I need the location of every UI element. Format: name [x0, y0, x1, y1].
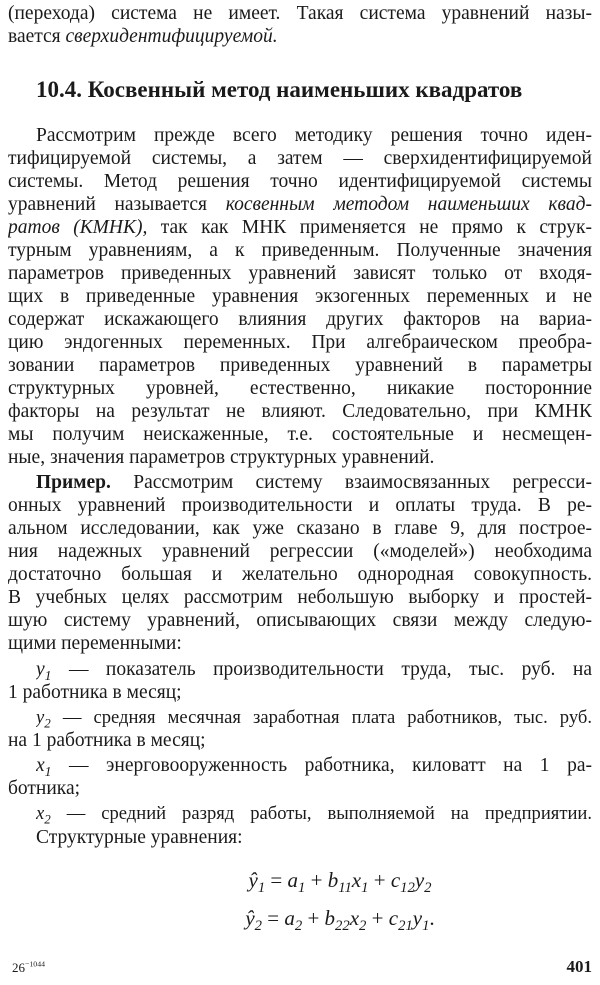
text-line: Пример. Рассмотрим систему взаимосвязанных регресси-	[36, 472, 592, 493]
text-line: В учебных целях рассмотрим небольшую выборку и простей-	[8, 587, 592, 608]
variable-y2: $y_2$ — средняя месячная заработная плата работников, тыс. руб.	[36, 707, 592, 729]
section-heading: 10.4. Косвенный метод наименьших квадратов	[36, 77, 523, 102]
text-line: ные, значения параметров структурных уравнений.	[8, 447, 435, 468]
text-line: уравнений называется косвенным методом наименьших квад-	[8, 194, 592, 215]
text-line: содержат искажающего влияния других факторов на вариа-	[8, 309, 592, 330]
page-number: 401	[566, 957, 592, 976]
text-line: зовании параметров приведенных уравнений в параметры	[8, 355, 592, 376]
text-line: тифицируемой системы, а затем — сверхидентифицируемой	[8, 148, 592, 169]
text-line: Структурные уравнения:	[36, 827, 243, 848]
signature-mark: $26^{-1044}$	[12, 959, 45, 975]
text-line: щих в приведенные уравнения экзогенных переменных и не	[8, 286, 592, 307]
text-line: системы. Метод решения точно идентифицируемой системы	[8, 171, 592, 192]
text-line: 1 работника в месяц;	[8, 682, 182, 703]
text-line: структурных уровней, естественно, никакие посторонние	[8, 378, 592, 399]
text-line: на 1 работника в месяц;	[8, 730, 206, 751]
text-line: параметров приведенных уравнений зависят только от входя-	[8, 263, 592, 284]
text-line: шую систему уравнений, описывающих связи между следую-	[8, 610, 592, 631]
text-line: ботника;	[8, 778, 81, 799]
text-line: факторы на результат не влияют. Следовательно, при КМНК	[8, 401, 592, 422]
text-line: достаточно большая и желательно однородная совокупность.	[8, 564, 592, 585]
text-line: ратов (КМНК), так как МНК применяется не прямо к струк-	[8, 217, 592, 238]
text-line: турным уравнениям, а к приведенным. Полученные значения	[8, 240, 592, 261]
text-line: (перехода) система не имеет. Такая система уравнений назы-	[8, 3, 592, 24]
text-line: цию эндогенных переменных. При алгебраическом преобра-	[8, 332, 592, 353]
text-line: Рассмотрим прежде всего методику решения точно иден-	[36, 125, 592, 146]
variable-x2: $x_2$ — средний разряд работы, выполняемой на предприятии.	[36, 803, 592, 825]
text-line: ния надежных уравнений регрессии («моделей») необходима	[8, 541, 592, 562]
structural-equation-1: $ŷ_1 = a_1 + b_{11}x_1 + c_{12}y_2$	[248, 868, 432, 897]
structural-equation-2: $ŷ_2 = a_2 + b_{22}x_2 + c_{21}y_1$.	[245, 906, 435, 935]
text-line: щими переменными:	[8, 633, 182, 654]
text-line: альном исследовании, как уже сказано в главе 9, для построе-	[8, 518, 592, 539]
text-line: онных уравнений производительности и оплаты труда. В ре-	[8, 495, 592, 516]
text-line: мы получим неискаженные, т.е. состоятельные и несмещен-	[8, 424, 592, 445]
text-line: вается сверхидентифицируемой.	[8, 26, 278, 47]
variable-y1: $y_1$ — показатель производительности труда, тыс. руб. на	[36, 659, 592, 681]
variable-x1: $x_1$ — энерговооруженность работника, киловатт на 1 ра-	[36, 755, 592, 777]
